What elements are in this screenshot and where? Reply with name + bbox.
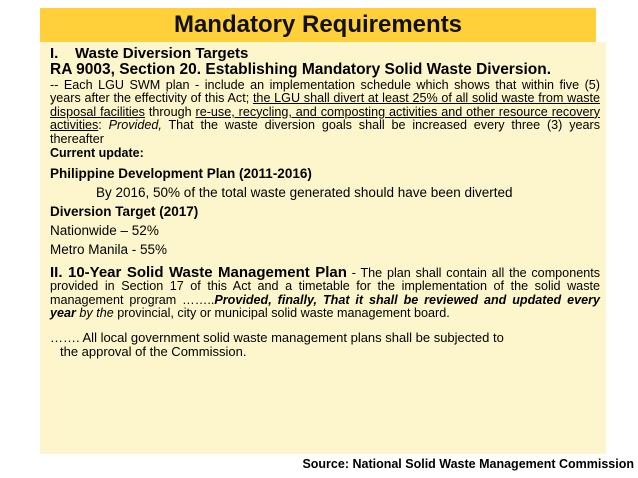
para1-underline-2: re-use, recycling, and composting activities and other resource recovery activities <box>50 104 601 133</box>
diversion-target-heading: Diversion Target (2017) <box>50 204 199 220</box>
section1-heading: I. Waste Diversion Targets <box>50 45 249 62</box>
para1-part1: -- Each LGU SWM plan - include an implementation schedule which shows that within five (5) years after the effectivity of this Act; <box>50 78 600 106</box>
sec2-para2-line2: the approval of the Commission. <box>60 344 247 360</box>
slide-title: Mandatory Requirements <box>173 11 463 38</box>
para1-underline-1: the LGU shall divert at least 25% of all solid waste from waste disposal facilities <box>50 91 601 119</box>
sec2-bold-italic: Provided, finally, That it shall be reviewed and updated every year <box>50 292 600 321</box>
section20-paragraph <box>50 79 600 146</box>
pdp-text: By 2016, 50% of the total waste generated should have been diverted <box>96 185 513 201</box>
content-inner <box>40 42 606 360</box>
para1-part3: : <box>98 118 109 133</box>
source-credit: Source: National Solid Waste Management Commission <box>302 457 634 471</box>
sec2-para2-line1: ……. All local government solid waste management plans shall be subjected to <box>50 329 504 345</box>
sec2-part2: provincial, city or municipal solid waste management board. <box>113 306 450 321</box>
title-bar <box>40 8 596 42</box>
metro-manila-target: Metro Manila - 55% <box>50 242 168 258</box>
pdp-heading: Philippine Development Plan (2011-2016) <box>50 166 312 182</box>
para1-italic: Provided, <box>108 118 162 133</box>
ra-heading: RA 9003, Section 20. Establishing Mandatory Solid Waste Diversion. <box>50 61 552 78</box>
sec2-part1: - The plan shall contain all the components provided in Section 17 of this Act and a timetable for the implementation of the solid waste management program …….. <box>50 266 600 307</box>
content-box <box>40 42 606 454</box>
sec2-italic: by the <box>75 306 114 321</box>
nationwide-target: Nationwide – 52% <box>50 223 159 239</box>
section2-paragraph <box>50 266 600 321</box>
para1-part4: That the waste diversion goals shall be increased every three (3) years thereafter <box>50 118 601 146</box>
para1-part2: through <box>144 104 196 119</box>
section2-title: II. 10-Year Solid Waste Management Plan <box>50 264 347 282</box>
current-update-label: Current update: <box>50 146 144 161</box>
section2-paragraph-2 <box>50 331 600 360</box>
